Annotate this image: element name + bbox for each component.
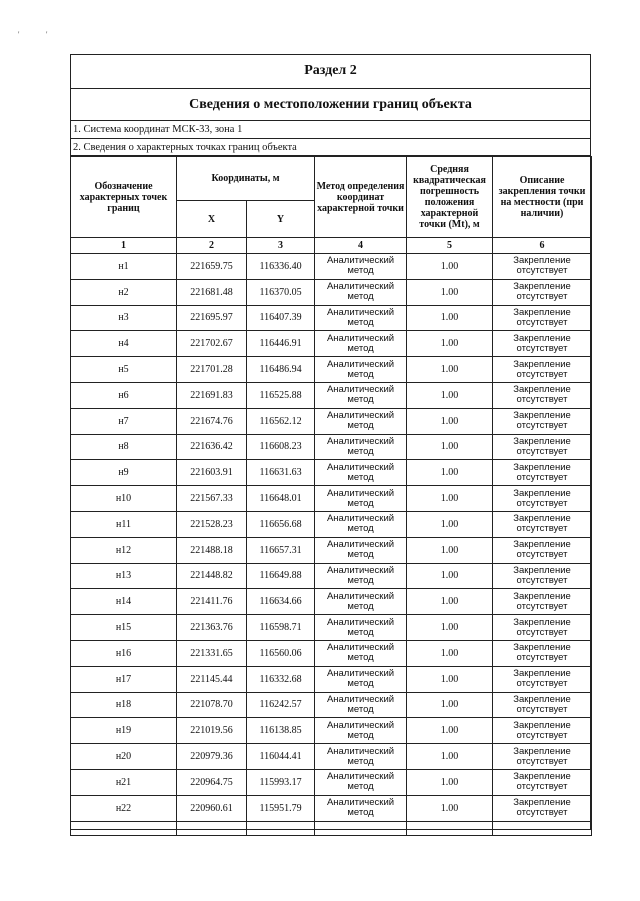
fixing-cell: Закрепление отсутствует	[493, 795, 592, 821]
table-row	[71, 563, 592, 589]
point-id: н10	[71, 486, 177, 512]
method-cell: Аналитический метод	[315, 434, 407, 460]
fixing-cell: Закрепление отсутствует	[493, 460, 592, 486]
column-number: 5	[407, 238, 493, 254]
coord-x: 221448.82	[177, 563, 247, 589]
fixing-cell: Закрепление отсутствует	[493, 408, 592, 434]
empty-cell	[247, 821, 315, 835]
points-info-line: 2. Сведения о характерных точках границ объекта	[70, 139, 591, 156]
method-cell: Аналитический метод	[315, 460, 407, 486]
method-cell: Аналитический метод	[315, 537, 407, 563]
header-y: Y	[247, 201, 315, 238]
header-fixing-description: Описание закрепления точки на местности (при наличии)	[493, 157, 592, 238]
coord-x: 221603.91	[177, 460, 247, 486]
coord-y: 116598.71	[247, 615, 315, 641]
method-cell: Аналитический метод	[315, 718, 407, 744]
method-cell: Аналитический метод	[315, 692, 407, 718]
coord-y: 116648.01	[247, 486, 315, 512]
coord-y: 116562.12	[247, 408, 315, 434]
coord-y: 116332.68	[247, 666, 315, 692]
method-cell: Аналитический метод	[315, 357, 407, 383]
mt-value: 1.00	[407, 254, 493, 280]
point-id: н14	[71, 589, 177, 615]
point-id: н4	[71, 331, 177, 357]
fixing-cell: Закрепление отсутствует	[493, 666, 592, 692]
fixing-cell: Закрепление отсутствует	[493, 434, 592, 460]
mt-value: 1.00	[407, 615, 493, 641]
mt-value: 1.00	[407, 305, 493, 331]
coord-x: 221363.76	[177, 615, 247, 641]
fixing-cell: Закрепление отсутствует	[493, 615, 592, 641]
coord-x: 221145.44	[177, 666, 247, 692]
point-id: н2	[71, 279, 177, 305]
coord-x: 221681.48	[177, 279, 247, 305]
fixing-cell: Закрепление отсутствует	[493, 769, 592, 795]
mt-value: 1.00	[407, 589, 493, 615]
fixing-cell: Закрепление отсутствует	[493, 718, 592, 744]
coord-x: 221331.65	[177, 640, 247, 666]
coord-x: 220964.75	[177, 769, 247, 795]
coord-x: 221674.76	[177, 408, 247, 434]
mt-value: 1.00	[407, 511, 493, 537]
table-row	[71, 537, 592, 563]
mt-value: 1.00	[407, 460, 493, 486]
mt-value: 1.00	[407, 795, 493, 821]
empty-cell	[315, 821, 407, 835]
coord-y: 116336.40	[247, 254, 315, 280]
method-cell: Аналитический метод	[315, 511, 407, 537]
coord-system-line: 1. Система координат МСК-33, зона 1	[70, 121, 591, 139]
coord-y: 116560.06	[247, 640, 315, 666]
empty-cell	[71, 821, 177, 835]
fixing-cell: Закрепление отсутствует	[493, 589, 592, 615]
mt-value: 1.00	[407, 692, 493, 718]
mt-value: 1.00	[407, 563, 493, 589]
column-number: 3	[247, 238, 315, 254]
mt-value: 1.00	[407, 434, 493, 460]
point-id: н1	[71, 254, 177, 280]
point-id: н19	[71, 718, 177, 744]
table-row	[71, 795, 592, 821]
fixing-cell: Закрепление отсутствует	[493, 511, 592, 537]
table-row	[71, 279, 592, 305]
empty-cell	[177, 821, 247, 835]
fixing-cell: Закрепление отсутствует	[493, 563, 592, 589]
point-id: н18	[71, 692, 177, 718]
column-number: 2	[177, 238, 247, 254]
coord-x: 221701.28	[177, 357, 247, 383]
mt-value: 1.00	[407, 769, 493, 795]
point-id: н9	[71, 460, 177, 486]
table-row	[71, 382, 592, 408]
method-cell: Аналитический метод	[315, 795, 407, 821]
point-id: н12	[71, 537, 177, 563]
coord-x: 220960.61	[177, 795, 247, 821]
coord-x: 221702.67	[177, 331, 247, 357]
coord-x: 221528.23	[177, 511, 247, 537]
point-id: н7	[71, 408, 177, 434]
table-row	[71, 331, 592, 357]
coord-x: 221411.76	[177, 589, 247, 615]
coord-x: 220979.36	[177, 744, 247, 770]
coord-y: 116631.63	[247, 460, 315, 486]
table-row	[71, 434, 592, 460]
header-x: X	[177, 201, 247, 238]
table-row	[71, 408, 592, 434]
coord-x: 221636.42	[177, 434, 247, 460]
method-cell: Аналитический метод	[315, 279, 407, 305]
fixing-cell: Закрепление отсутствует	[493, 744, 592, 770]
coord-y: 116242.57	[247, 692, 315, 718]
fixing-cell: Закрепление отсутствует	[493, 640, 592, 666]
point-id: н22	[71, 795, 177, 821]
mt-value: 1.00	[407, 718, 493, 744]
mt-value: 1.00	[407, 486, 493, 512]
section-title: Раздел 2	[70, 54, 591, 89]
point-id: н3	[71, 305, 177, 331]
fixing-cell: Закрепление отсутствует	[493, 537, 592, 563]
scan-speck: '	[18, 30, 20, 39]
coord-y: 116525.88	[247, 382, 315, 408]
method-cell: Аналитический метод	[315, 408, 407, 434]
method-cell: Аналитический метод	[315, 589, 407, 615]
fixing-cell: Закрепление отсутствует	[493, 382, 592, 408]
points-table	[70, 156, 592, 836]
point-id: н20	[71, 744, 177, 770]
header-coordinates: Координаты, м	[177, 157, 315, 201]
fixing-cell: Закрепление отсутствует	[493, 486, 592, 512]
column-number: 6	[493, 238, 592, 254]
coord-y: 116656.68	[247, 511, 315, 537]
coord-y: 116486.94	[247, 357, 315, 383]
method-cell: Аналитический метод	[315, 640, 407, 666]
table-row	[71, 692, 592, 718]
coord-x: 221695.97	[177, 305, 247, 331]
fixing-cell: Закрепление отсутствует	[493, 331, 592, 357]
point-id: н6	[71, 382, 177, 408]
table-row	[71, 640, 592, 666]
empty-cell	[407, 821, 493, 835]
mt-value: 1.00	[407, 408, 493, 434]
point-id: н21	[71, 769, 177, 795]
scan-speck: '	[46, 30, 48, 39]
coord-y: 116407.39	[247, 305, 315, 331]
point-id: н17	[71, 666, 177, 692]
method-cell: Аналитический метод	[315, 382, 407, 408]
mt-value: 1.00	[407, 279, 493, 305]
coord-y: 116608.23	[247, 434, 315, 460]
point-id: н11	[71, 511, 177, 537]
table-row	[71, 305, 592, 331]
coord-x: 221691.83	[177, 382, 247, 408]
mt-value: 1.00	[407, 744, 493, 770]
method-cell: Аналитический метод	[315, 486, 407, 512]
header-method: Метод определения координат характерной точки	[315, 157, 407, 238]
table-row	[71, 460, 592, 486]
fixing-cell: Закрепление отсутствует	[493, 254, 592, 280]
method-cell: Аналитический метод	[315, 331, 407, 357]
coord-y: 116446.91	[247, 331, 315, 357]
table-row	[71, 769, 592, 795]
fixing-cell: Закрепление отсутствует	[493, 692, 592, 718]
table-row	[71, 357, 592, 383]
fixing-cell: Закрепление отсутствует	[493, 279, 592, 305]
column-number: 1	[71, 238, 177, 254]
method-cell: Аналитический метод	[315, 254, 407, 280]
coord-x: 221567.33	[177, 486, 247, 512]
table-row	[71, 718, 592, 744]
coord-x: 221488.18	[177, 537, 247, 563]
point-id: н5	[71, 357, 177, 383]
method-cell: Аналитический метод	[315, 666, 407, 692]
empty-cell	[493, 821, 592, 835]
coord-y: 116370.05	[247, 279, 315, 305]
method-cell: Аналитический метод	[315, 615, 407, 641]
mt-value: 1.00	[407, 640, 493, 666]
page-subtitle: Сведения о местоположении границ объекта	[70, 89, 591, 121]
point-id: н16	[71, 640, 177, 666]
method-cell: Аналитический метод	[315, 769, 407, 795]
table-row	[71, 615, 592, 641]
point-id: н15	[71, 615, 177, 641]
coord-x: 221078.70	[177, 692, 247, 718]
point-id: н13	[71, 563, 177, 589]
table-row	[71, 486, 592, 512]
table-row	[71, 744, 592, 770]
fixing-cell: Закрепление отсутствует	[493, 305, 592, 331]
coord-y: 116657.31	[247, 537, 315, 563]
header-mean-square-error: Средняя квадратическая погрешность положения характерной точки (Mt), м	[407, 157, 493, 238]
coord-y: 116649.88	[247, 563, 315, 589]
method-cell: Аналитический метод	[315, 563, 407, 589]
coord-y: 116044.41	[247, 744, 315, 770]
column-number: 4	[315, 238, 407, 254]
coord-y: 116634.66	[247, 589, 315, 615]
coord-y: 116138.85	[247, 718, 315, 744]
header-point-designation: Обозначение характерных точек границ	[71, 157, 177, 238]
method-cell: Аналитический метод	[315, 744, 407, 770]
fixing-cell: Закрепление отсутствует	[493, 357, 592, 383]
table-row	[71, 589, 592, 615]
table-row	[71, 254, 592, 280]
table-row	[71, 511, 592, 537]
method-cell: Аналитический метод	[315, 305, 407, 331]
point-id: н8	[71, 434, 177, 460]
coord-y: 115951.79	[247, 795, 315, 821]
mt-value: 1.00	[407, 537, 493, 563]
coord-x: 221019.56	[177, 718, 247, 744]
mt-value: 1.00	[407, 382, 493, 408]
coord-y: 115993.17	[247, 769, 315, 795]
mt-value: 1.00	[407, 666, 493, 692]
coord-x: 221659.75	[177, 254, 247, 280]
table-row	[71, 666, 592, 692]
mt-value: 1.00	[407, 331, 493, 357]
mt-value: 1.00	[407, 357, 493, 383]
